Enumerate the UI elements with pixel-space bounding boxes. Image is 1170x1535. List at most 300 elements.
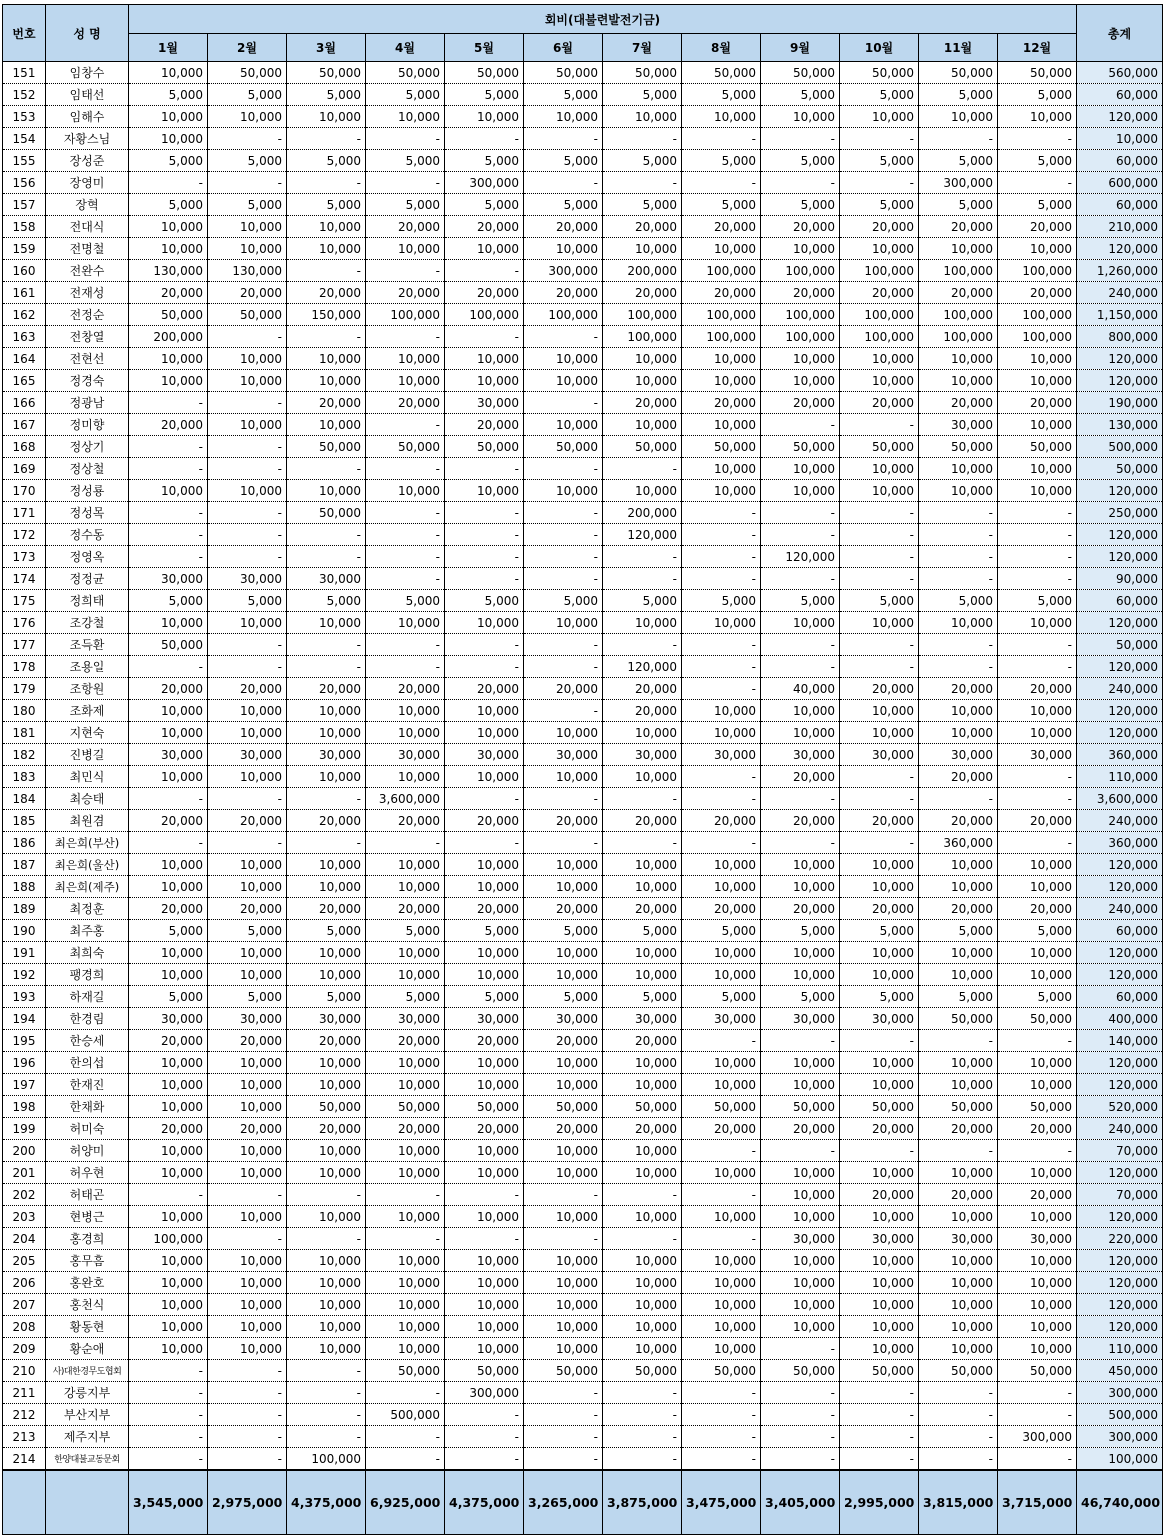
month-amount: 5,000 [840,84,919,106]
month-amount: 10,000 [524,1206,603,1228]
month-amount: 5,000 [603,150,682,172]
month-amount: 30,000 [682,744,761,766]
month-amount: 50,000 [998,1008,1077,1030]
month-amount: 50,000 [287,436,366,458]
month-amount: 30,000 [524,1008,603,1030]
header-name: 성 명 [46,5,129,62]
month-amount: - [445,634,524,656]
row-name: 조강철 [46,612,129,634]
month-amount: 10,000 [287,106,366,128]
month-amount: - [366,414,445,436]
month-amount: - [366,326,445,348]
month-amount: 5,000 [129,84,208,106]
month-amount: - [761,128,840,150]
month-amount: 20,000 [761,766,840,788]
row-name: 정수동 [46,524,129,546]
month-amount: 10,000 [129,1250,208,1272]
month-amount: - [366,458,445,480]
month-amount: - [603,832,682,854]
month-amount: 30,000 [761,744,840,766]
month-amount: 40,000 [761,678,840,700]
month-amount: 10,000 [129,128,208,150]
month-amount: 5,000 [840,590,919,612]
month-amount: 10,000 [208,1294,287,1316]
month-amount: 5,000 [524,84,603,106]
month-amount: 10,000 [840,942,919,964]
month-amount: 50,000 [129,634,208,656]
month-amount: 10,000 [208,722,287,744]
month-amount: 10,000 [603,876,682,898]
row-total: 400,000 [1077,1008,1163,1030]
month-amount: 10,000 [366,1338,445,1360]
month-amount: - [840,788,919,810]
month-amount: 10,000 [603,370,682,392]
row-no: 207 [3,1294,46,1316]
month-amount: 120,000 [603,656,682,678]
month-amount: 20,000 [919,216,998,238]
month-amount: 10,000 [682,964,761,986]
month-amount: 10,000 [445,1272,524,1294]
month-amount: - [445,260,524,282]
month-amount: 10,000 [445,700,524,722]
month-amount: 130,000 [208,260,287,282]
month-amount: 10,000 [919,722,998,744]
month-amount: 10,000 [603,854,682,876]
month-amount: 5,000 [682,920,761,942]
month-amount: - [129,788,208,810]
row-total: 1,260,000 [1077,260,1163,282]
month-amount: 50,000 [445,62,524,84]
month-amount: 20,000 [445,1030,524,1052]
month-amount: 100,000 [445,304,524,326]
month-amount: 10,000 [445,1162,524,1184]
row-name: 최승태 [46,788,129,810]
row-total: 450,000 [1077,1360,1163,1382]
month-amount: 10,000 [998,612,1077,634]
month-amount: 5,000 [208,150,287,172]
month-amount: 30,000 [919,414,998,436]
month-amount: 10,000 [840,348,919,370]
table-row [3,656,1163,678]
month-amount: 5,000 [919,194,998,216]
month-amount: - [919,568,998,590]
month-amount: 20,000 [366,678,445,700]
month-amount: 300,000 [998,1426,1077,1448]
month-sum: 3,405,000 [761,1470,840,1535]
month-amount: - [998,788,1077,810]
month-sum: 6,925,000 [366,1470,445,1535]
table-row [3,986,1163,1008]
month-amount: - [445,128,524,150]
month-amount: 10,000 [445,766,524,788]
table-row [3,106,1163,128]
month-amount: 50,000 [919,1008,998,1030]
month-amount: 10,000 [445,722,524,744]
month-amount: 30,000 [445,392,524,414]
month-amount: - [445,832,524,854]
month-amount: - [208,524,287,546]
row-total: 1,150,000 [1077,304,1163,326]
row-name: 강릉지부 [46,1382,129,1404]
month-amount: 10,000 [129,1206,208,1228]
row-no: 200 [3,1140,46,1162]
month-amount: - [287,458,366,480]
month-amount: - [524,1228,603,1250]
month-amount: 10,000 [919,876,998,898]
month-amount: 30,000 [919,744,998,766]
month-amount: - [761,502,840,524]
month-amount: 10,000 [129,964,208,986]
month-amount: 5,000 [366,150,445,172]
row-total: 500,000 [1077,436,1163,458]
month-amount: 10,000 [366,370,445,392]
month-amount: 10,000 [366,480,445,502]
month-amount: 20,000 [761,1118,840,1140]
month-amount: 10,000 [840,964,919,986]
row-name: 전창열 [46,326,129,348]
month-amount: 5,000 [445,150,524,172]
month-amount: 10,000 [682,1162,761,1184]
month-amount: 10,000 [287,348,366,370]
month-amount: 20,000 [129,282,208,304]
month-amount: - [445,1426,524,1448]
row-no: 179 [3,678,46,700]
month-amount: 10,000 [287,612,366,634]
row-total: 120,000 [1077,1052,1163,1074]
month-amount: 10,000 [129,1052,208,1074]
row-name: 허우현 [46,1162,129,1184]
month-amount: 5,000 [761,84,840,106]
row-total: 130,000 [1077,414,1163,436]
month-amount: 10,000 [840,1206,919,1228]
row-name: 최은희(울산) [46,854,129,876]
month-amount: 10,000 [129,1074,208,1096]
month-amount: 10,000 [998,942,1077,964]
month-amount: 300,000 [445,1382,524,1404]
month-amount: - [524,700,603,722]
table-row [3,502,1163,524]
month-amount: 10,000 [524,1272,603,1294]
month-amount: 50,000 [682,1360,761,1382]
month-amount: - [524,524,603,546]
month-amount: 10,000 [287,722,366,744]
month-amount: - [840,1426,919,1448]
row-no: 214 [3,1448,46,1471]
month-amount: 10,000 [524,942,603,964]
row-total: 120,000 [1077,1074,1163,1096]
month-amount: 10,000 [919,106,998,128]
month-amount: 10,000 [761,348,840,370]
month-amount: 5,000 [603,986,682,1008]
row-total: 120,000 [1077,1272,1163,1294]
month-amount: 5,000 [129,920,208,942]
row-no: 191 [3,942,46,964]
row-total: 800,000 [1077,326,1163,348]
month-amount: - [603,128,682,150]
month-amount: 10,000 [524,1316,603,1338]
month-amount: 10,000 [603,1206,682,1228]
row-name: 최민식 [46,766,129,788]
row-name: 장혁 [46,194,129,216]
month-amount: 10,000 [998,1052,1077,1074]
row-name: 장성준 [46,150,129,172]
row-total: 60,000 [1077,920,1163,942]
row-name: 전대식 [46,216,129,238]
month-amount: 50,000 [682,436,761,458]
month-amount: - [524,634,603,656]
month-amount: 50,000 [919,1360,998,1382]
month-amount: - [524,502,603,524]
month-amount: 10,000 [524,1294,603,1316]
month-amount: 10,000 [840,458,919,480]
month-amount: 10,000 [603,942,682,964]
month-amount: 20,000 [129,810,208,832]
row-name: 홍완호 [46,1272,129,1294]
month-amount: 10,000 [840,238,919,260]
month-amount: 10,000 [129,106,208,128]
row-total: 240,000 [1077,898,1163,920]
month-amount: - [287,1382,366,1404]
month-amount: - [366,502,445,524]
month-amount: 10,000 [524,854,603,876]
row-name: 정성룡 [46,480,129,502]
month-amount: 10,000 [761,1162,840,1184]
month-amount: - [524,568,603,590]
month-amount: 10,000 [603,766,682,788]
month-amount: - [998,656,1077,678]
month-amount: 10,000 [129,480,208,502]
month-amount: 10,000 [998,700,1077,722]
table-row [3,304,1163,326]
month-amount: 10,000 [208,964,287,986]
month-amount: 5,000 [208,84,287,106]
month-amount: 10,000 [208,1096,287,1118]
month-amount: 20,000 [840,810,919,832]
month-amount: 30,000 [287,1008,366,1030]
month-amount: 20,000 [603,216,682,238]
month-amount: 10,000 [208,1206,287,1228]
row-total: 190,000 [1077,392,1163,414]
month-amount: - [366,1382,445,1404]
row-no: 173 [3,546,46,568]
month-amount: 10,000 [287,414,366,436]
row-no: 152 [3,84,46,106]
month-amount: - [919,128,998,150]
row-no: 163 [3,326,46,348]
month-amount: - [919,546,998,568]
month-amount: - [998,1030,1077,1052]
month-amount: 5,000 [919,986,998,1008]
month-amount: 10,000 [761,458,840,480]
month-amount: 10,000 [998,1162,1077,1184]
month-amount: 10,000 [287,1338,366,1360]
month-amount: 30,000 [840,1228,919,1250]
month-amount: 10,000 [208,370,287,392]
month-amount: 20,000 [840,678,919,700]
month-amount: - [603,634,682,656]
row-total: 120,000 [1077,656,1163,678]
month-amount: 50,000 [603,436,682,458]
month-amount: 10,000 [287,1206,366,1228]
table-row [3,1228,1163,1250]
row-no: 193 [3,986,46,1008]
month-amount: 50,000 [919,62,998,84]
month-amount: 20,000 [998,678,1077,700]
month-amount: 30,000 [998,1228,1077,1250]
month-amount: 10,000 [682,1272,761,1294]
row-no: 190 [3,920,46,942]
month-amount: 20,000 [840,1118,919,1140]
month-amount: 10,000 [366,348,445,370]
row-total: 140,000 [1077,1030,1163,1052]
month-amount: 5,000 [445,920,524,942]
month-amount: - [366,128,445,150]
month-amount: 10,000 [919,1294,998,1316]
month-amount: 10,000 [445,854,524,876]
month-amount: - [603,1426,682,1448]
table-row [3,1096,1163,1118]
month-amount: - [919,524,998,546]
month-amount: 10,000 [445,348,524,370]
row-name: 최은희(부산) [46,832,129,854]
sum-no [3,1470,46,1535]
month-amount: 20,000 [445,1118,524,1140]
row-total: 120,000 [1077,1162,1163,1184]
month-amount: - [761,172,840,194]
month-amount: 300,000 [445,172,524,194]
month-amount: 100,000 [682,260,761,282]
month-amount: 10,000 [208,700,287,722]
month-amount: 50,000 [998,62,1077,84]
row-total: 600,000 [1077,172,1163,194]
month-amount: - [445,568,524,590]
month-amount: 50,000 [761,62,840,84]
month-amount: 50,000 [445,1096,524,1118]
month-amount: 10,000 [366,942,445,964]
month-amount: 100,000 [682,326,761,348]
month-amount: 10,000 [603,722,682,744]
month-amount: 5,000 [919,590,998,612]
month-amount: - [287,1360,366,1382]
month-amount: 10,000 [998,964,1077,986]
month-amount: - [998,766,1077,788]
row-no: 166 [3,392,46,414]
month-amount: 10,000 [919,1338,998,1360]
month-amount: 20,000 [919,1184,998,1206]
month-amount: 10,000 [445,942,524,964]
row-no: 199 [3,1118,46,1140]
row-no: 206 [3,1272,46,1294]
row-name: 홍경희 [46,1228,129,1250]
month-amount: 20,000 [919,282,998,304]
month-amount: 120,000 [761,546,840,568]
row-no: 157 [3,194,46,216]
month-amount: 30,000 [129,744,208,766]
month-amount: 5,000 [840,986,919,1008]
month-amount: 20,000 [919,392,998,414]
row-name: 정경숙 [46,370,129,392]
month-amount: 10,000 [366,1162,445,1184]
month-amount: 5,000 [208,920,287,942]
month-amount: 20,000 [445,414,524,436]
row-name: 최은희(제주) [46,876,129,898]
month-amount: 10,000 [761,722,840,744]
month-amount: - [919,1426,998,1448]
row-no: 211 [3,1382,46,1404]
month-amount: 10,000 [998,238,1077,260]
month-amount: 10,000 [919,942,998,964]
month-amount: 20,000 [287,1118,366,1140]
month-amount: - [524,546,603,568]
row-name: 전재성 [46,282,129,304]
month-amount: - [208,634,287,656]
month-header-row [3,34,1163,62]
month-amount: 10,000 [998,458,1077,480]
month-amount: - [366,172,445,194]
month-amount: 100,000 [129,1228,208,1250]
month-amount: - [445,1404,524,1426]
month-amount: 10,000 [761,1316,840,1338]
table-row [3,524,1163,546]
month-amount: 20,000 [603,392,682,414]
month-amount: - [603,546,682,568]
row-name: 사)대한경무도협회 [46,1360,129,1382]
row-no: 180 [3,700,46,722]
row-name: 최희숙 [46,942,129,964]
month-amount: 5,000 [761,986,840,1008]
month-amount: 5,000 [761,150,840,172]
table-row [3,326,1163,348]
month-amount: 100,000 [761,326,840,348]
month-amount: 50,000 [208,304,287,326]
table-row [3,458,1163,480]
month-amount: 100,000 [998,326,1077,348]
table-row [3,898,1163,920]
table-row [3,1206,1163,1228]
month-amount: 50,000 [603,1360,682,1382]
month-amount: - [129,524,208,546]
month-amount: - [919,1404,998,1426]
month-amount: 5,000 [366,84,445,106]
month-amount: 10,000 [366,612,445,634]
table-row [3,1118,1163,1140]
month-amount: - [208,1448,287,1471]
month-amount: 10,000 [761,1294,840,1316]
month-amount: 30,000 [208,1008,287,1030]
month-amount: - [998,128,1077,150]
month-amount: - [287,172,366,194]
month-amount: 10,000 [366,964,445,986]
row-no: 168 [3,436,46,458]
month-amount: 10,000 [366,1272,445,1294]
month-amount: 100,000 [919,260,998,282]
table-row [3,1140,1163,1162]
month-amount: - [682,788,761,810]
row-total: 120,000 [1077,942,1163,964]
month-amount: 10,000 [208,1316,287,1338]
row-total: 240,000 [1077,678,1163,700]
month-amount: - [445,458,524,480]
month-amount: 20,000 [445,898,524,920]
month-amount: 10,000 [998,480,1077,502]
month-amount: 10,000 [524,612,603,634]
month-amount: 50,000 [287,502,366,524]
row-name: 한의섭 [46,1052,129,1074]
month-amount: - [603,1228,682,1250]
table-row [3,1294,1163,1316]
row-total: 90,000 [1077,568,1163,590]
month-amount: - [445,546,524,568]
